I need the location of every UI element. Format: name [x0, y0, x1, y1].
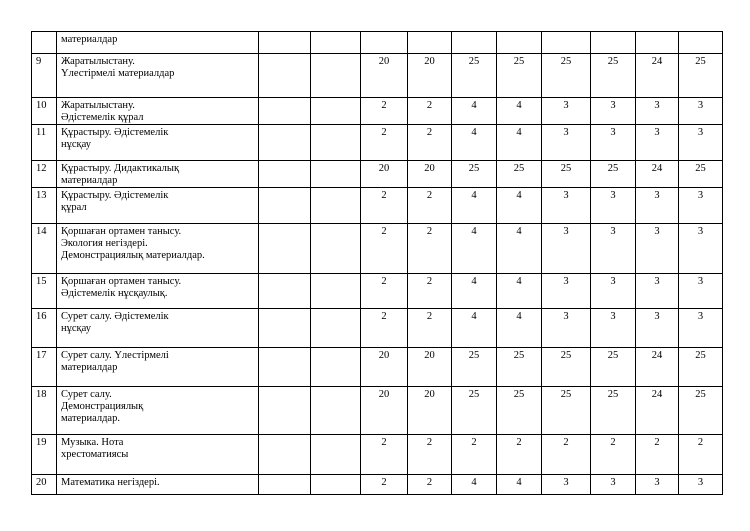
value-cell: 3: [591, 188, 636, 224]
value-cell: 25: [452, 54, 497, 98]
value-cell: 4: [452, 475, 497, 495]
value-cell: [408, 32, 452, 54]
value-cell: 3: [679, 475, 723, 495]
material-name: Музыка. Нота хрестоматиясы: [57, 435, 259, 475]
value-cell: 3: [542, 274, 591, 309]
value-cell: 3: [542, 309, 591, 348]
value-cell: 4: [452, 224, 497, 274]
empty-cell: [259, 387, 311, 435]
value-cell: 4: [452, 274, 497, 309]
table-row: [32, 161, 723, 188]
empty-cell: [259, 224, 311, 274]
table-row: [32, 54, 723, 98]
value-cell: 25: [591, 348, 636, 387]
material-name: Жаратылыстану. Әдістемелік құрал: [57, 98, 259, 125]
row-number: 18: [32, 387, 57, 435]
value-cell: 2: [361, 188, 408, 224]
value-cell: 24: [636, 348, 679, 387]
material-name: Сурет салу. Демонстрациялық материалдар.: [57, 387, 259, 435]
value-cell: 3: [591, 98, 636, 125]
value-cell: 2: [361, 475, 408, 495]
empty-cell: [259, 475, 311, 495]
material-name: Құрастыру. Дидактикалық материалдар: [57, 161, 259, 188]
value-cell: 2: [408, 309, 452, 348]
value-cell: 3: [591, 125, 636, 161]
value-cell: 4: [497, 125, 542, 161]
value-cell: 25: [679, 161, 723, 188]
row-number: 9: [32, 54, 57, 98]
material-name: Құрастыру. Әдістемелік нұсқау: [57, 125, 259, 161]
row-number: 13: [32, 188, 57, 224]
value-cell: 25: [591, 54, 636, 98]
value-cell: 20: [408, 348, 452, 387]
table-row: [32, 98, 723, 125]
value-cell: 3: [636, 98, 679, 125]
value-cell: 3: [542, 125, 591, 161]
value-cell: [452, 32, 497, 54]
table-row: [32, 32, 723, 54]
value-cell: 3: [591, 224, 636, 274]
value-cell: 2: [408, 188, 452, 224]
value-cell: 3: [679, 309, 723, 348]
value-cell: 25: [542, 387, 591, 435]
value-cell: [636, 32, 679, 54]
value-cell: 3: [636, 475, 679, 495]
material-name: Жаратылыстану. Үлестірмелі материалдар: [57, 54, 259, 98]
table-row: [32, 348, 723, 387]
row-number: 15: [32, 274, 57, 309]
value-cell: 2: [591, 435, 636, 475]
empty-cell: [311, 98, 361, 125]
value-cell: 3: [679, 224, 723, 274]
table-row: [32, 224, 723, 274]
material-name: Құрастыру. Әдістемелік құрал: [57, 188, 259, 224]
row-number: [32, 32, 57, 54]
value-cell: 25: [542, 161, 591, 188]
empty-cell: [311, 387, 361, 435]
row-number: 11: [32, 125, 57, 161]
table-row: [32, 387, 723, 435]
value-cell: 20: [361, 161, 408, 188]
value-cell: 2: [408, 224, 452, 274]
empty-cell: [259, 98, 311, 125]
material-name: Сурет салу. Үлестірмелі материалдар: [57, 348, 259, 387]
value-cell: 2: [679, 435, 723, 475]
value-cell: 3: [591, 309, 636, 348]
value-cell: 25: [679, 54, 723, 98]
row-number: 10: [32, 98, 57, 125]
value-cell: 2: [636, 435, 679, 475]
value-cell: [361, 32, 408, 54]
value-cell: 25: [497, 387, 542, 435]
value-cell: 2: [452, 435, 497, 475]
table-row: [32, 309, 723, 348]
value-cell: 25: [497, 54, 542, 98]
value-cell: 2: [497, 435, 542, 475]
row-number: 19: [32, 435, 57, 475]
value-cell: 4: [497, 309, 542, 348]
value-cell: 2: [542, 435, 591, 475]
value-cell: 25: [497, 348, 542, 387]
value-cell: 2: [361, 274, 408, 309]
material-name: Қоршаған ортамен танысу. Экология негіздері. Демонстрациялық материалдар.: [57, 224, 259, 274]
value-cell: 4: [497, 274, 542, 309]
material-name: материалдар: [57, 32, 259, 54]
value-cell: [497, 32, 542, 54]
value-cell: 4: [497, 475, 542, 495]
value-cell: 3: [636, 274, 679, 309]
row-number: 17: [32, 348, 57, 387]
value-cell: 25: [542, 348, 591, 387]
value-cell: 3: [636, 188, 679, 224]
value-cell: 24: [636, 161, 679, 188]
table-body: [32, 32, 723, 495]
value-cell: 3: [591, 475, 636, 495]
row-number: 20: [32, 475, 57, 495]
value-cell: 2: [361, 309, 408, 348]
row-number: 12: [32, 161, 57, 188]
empty-cell: [311, 274, 361, 309]
value-cell: 2: [361, 435, 408, 475]
empty-cell: [311, 161, 361, 188]
row-number: 16: [32, 309, 57, 348]
value-cell: 20: [361, 348, 408, 387]
value-cell: 4: [497, 188, 542, 224]
table-row: [32, 274, 723, 309]
value-cell: 4: [452, 125, 497, 161]
table-row: [32, 475, 723, 495]
value-cell: 20: [361, 387, 408, 435]
value-cell: 20: [408, 161, 452, 188]
value-cell: 3: [542, 98, 591, 125]
empty-cell: [311, 32, 361, 54]
empty-cell: [259, 32, 311, 54]
value-cell: 3: [542, 475, 591, 495]
value-cell: 3: [636, 224, 679, 274]
value-cell: 3: [679, 188, 723, 224]
value-cell: 3: [679, 125, 723, 161]
empty-cell: [259, 309, 311, 348]
value-cell: 4: [497, 224, 542, 274]
value-cell: 25: [497, 161, 542, 188]
empty-cell: [259, 54, 311, 98]
empty-cell: [259, 161, 311, 188]
value-cell: 25: [591, 161, 636, 188]
value-cell: 2: [408, 98, 452, 125]
value-cell: [679, 32, 723, 54]
value-cell: 25: [591, 387, 636, 435]
value-cell: 4: [452, 309, 497, 348]
value-cell: 4: [452, 98, 497, 125]
empty-cell: [311, 54, 361, 98]
value-cell: 25: [679, 348, 723, 387]
value-cell: 4: [497, 98, 542, 125]
value-cell: 3: [542, 188, 591, 224]
value-cell: 25: [542, 54, 591, 98]
row-number: 14: [32, 224, 57, 274]
value-cell: 2: [361, 125, 408, 161]
value-cell: [591, 32, 636, 54]
empty-cell: [311, 348, 361, 387]
value-cell: 24: [636, 387, 679, 435]
empty-cell: [311, 125, 361, 161]
empty-cell: [311, 475, 361, 495]
empty-cell: [311, 435, 361, 475]
empty-cell: [259, 348, 311, 387]
material-name: Математика негіздері.: [57, 475, 259, 495]
empty-cell: [311, 188, 361, 224]
value-cell: 20: [408, 387, 452, 435]
value-cell: 3: [636, 125, 679, 161]
empty-cell: [259, 274, 311, 309]
value-cell: 3: [679, 98, 723, 125]
empty-cell: [311, 309, 361, 348]
value-cell: 2: [361, 224, 408, 274]
table-row: [32, 188, 723, 224]
value-cell: 3: [636, 309, 679, 348]
materials-table: [31, 31, 723, 495]
table-row: [32, 435, 723, 475]
value-cell: [542, 32, 591, 54]
value-cell: 25: [452, 348, 497, 387]
value-cell: 2: [361, 98, 408, 125]
value-cell: 25: [452, 161, 497, 188]
value-cell: 2: [408, 435, 452, 475]
value-cell: 25: [452, 387, 497, 435]
empty-cell: [311, 224, 361, 274]
value-cell: 20: [408, 54, 452, 98]
material-name: Сурет салу. Әдістемелік нұсқау: [57, 309, 259, 348]
value-cell: 3: [679, 274, 723, 309]
value-cell: 3: [591, 274, 636, 309]
table-row: [32, 125, 723, 161]
value-cell: 4: [452, 188, 497, 224]
value-cell: 24: [636, 54, 679, 98]
value-cell: 2: [408, 125, 452, 161]
value-cell: 2: [408, 274, 452, 309]
material-name: Қоршаған ортамен танысу. Әдістемелік нұсқаулық.: [57, 274, 259, 309]
value-cell: 25: [679, 387, 723, 435]
value-cell: 3: [542, 224, 591, 274]
value-cell: 20: [361, 54, 408, 98]
value-cell: 2: [408, 475, 452, 495]
empty-cell: [259, 125, 311, 161]
empty-cell: [259, 188, 311, 224]
empty-cell: [259, 435, 311, 475]
